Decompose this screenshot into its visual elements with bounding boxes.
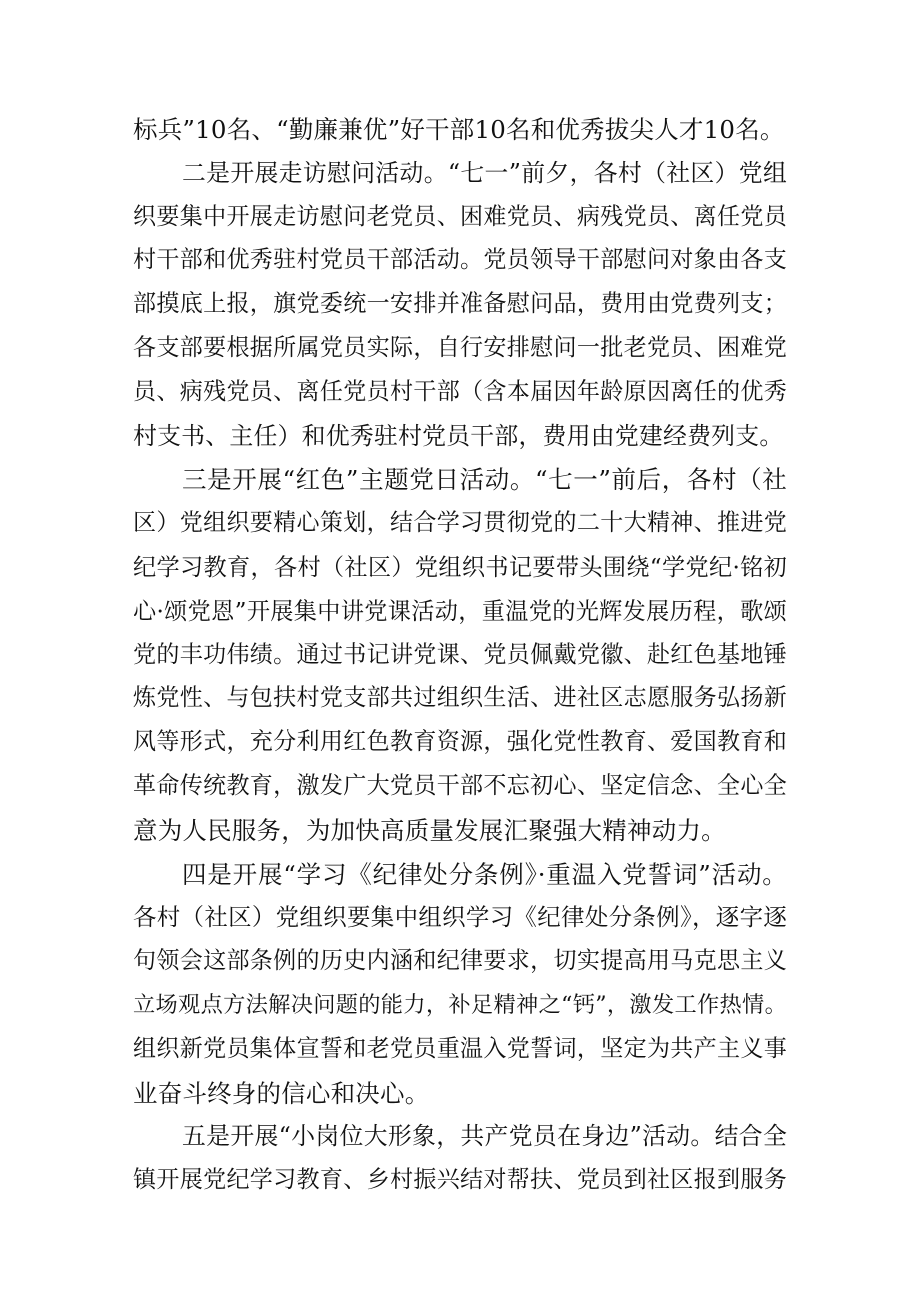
paragraph-2-line-7: 村支书、主任）和优秀驻村党员干部，费用由党建经费列支。 xyxy=(133,421,784,450)
paragraph-3-line-8: 革命传统教育，激发广大党员干部不忘初心、坚定信念、全心全 xyxy=(133,772,787,799)
paragraph-3-line-4: 心·颂党恩”开展集中讲党课活动，重温党的光辉发展历程，歌颂 xyxy=(133,597,787,625)
paragraph-2-line-4: 部摸底上报，旗党委统一安排并准备慰问品，费用由党费列支； xyxy=(133,291,787,318)
paragraph-2-line-2: 织要集中开展走访慰问老党员、困难党员、病残党员、离任党员 xyxy=(133,203,787,230)
paragraph-2-line-1: 二是开展走访慰问活动。“七一”前夕，各村（社区）党组 xyxy=(182,158,787,187)
paragraph-3-line-9: 意为人民服务，为加快高质量发展汇聚强大精神动力。 xyxy=(133,815,726,845)
paragraph-4-line-4: 立场观点方法解决问题的能力，补足精神之“钙”，激发工作热情。 xyxy=(133,991,787,1018)
paragraph-3-line-7: 风等形式，充分利用红色教育资源，强化党性教育、爱国教育和 xyxy=(133,729,787,756)
paragraph-2-line-5: 各支部要根据所属党员实际，自行安排慰问一批老党员、困难党 xyxy=(133,334,787,361)
body-line-1: 标兵”10名、“勤廉兼优”好干部10名和优秀拔尖人才10名。 xyxy=(133,115,785,144)
paragraph-3-line-1: 三是开展“红色”主题党日活动。“七一”前后，各村（社 xyxy=(182,465,787,495)
paragraph-4-line-5: 组织新党员集体宣誓和老党员重温入党誓词，坚定为共产主义事 xyxy=(133,1035,787,1062)
paragraph-2-line-3: 村干部和优秀驻村党员干部活动。党员领导干部慰问对象由各支 xyxy=(133,247,787,274)
paragraph-5-line-1: 五是开展“小岗位大形象，共产党员在身边”活动。结合全 xyxy=(182,1122,787,1151)
paragraph-4-line-1: 四是开展“学习《纪律处分条例》·重温入党誓词”活动。 xyxy=(182,859,787,889)
document-body xyxy=(133,108,787,1203)
paragraph-4-line-6: 业奋斗终身的信心和决心。 xyxy=(133,1078,430,1108)
paragraph-4-line-2: 各村（社区）党组织要集中组织学习《纪律处分条例》，逐字逐 xyxy=(133,903,787,932)
paragraph-3-line-5: 党的丰功伟绩。通过书记讲党课、党员佩戴党徽、赴红色基地锤 xyxy=(133,641,787,668)
paragraph-3-line-6: 炼党性、与包扶村党支部共过组织生活、进社区志愿服务弘扬新 xyxy=(133,685,787,712)
paragraph-3-line-3: 纪学习教育，各村（社区）党组织书记要带头围绕“学党纪·铭初 xyxy=(133,553,787,581)
paragraph-3-line-2: 区）党组织要精心策划，结合学习贯彻党的二十大精神、推进党 xyxy=(133,510,787,537)
paragraph-2-line-6: 员、病残党员、离任党员村干部（含本届因年龄原因离任的优秀 xyxy=(133,378,787,405)
paragraph-5-line-2: 镇开展党纪学习教育、乡村振兴结对帮扶、党员到社区报到服务 xyxy=(133,1167,787,1194)
paragraph-4-line-3: 句领会这部条例的历史内涵和纪律要求，切实提高用马克思主义 xyxy=(133,948,787,975)
